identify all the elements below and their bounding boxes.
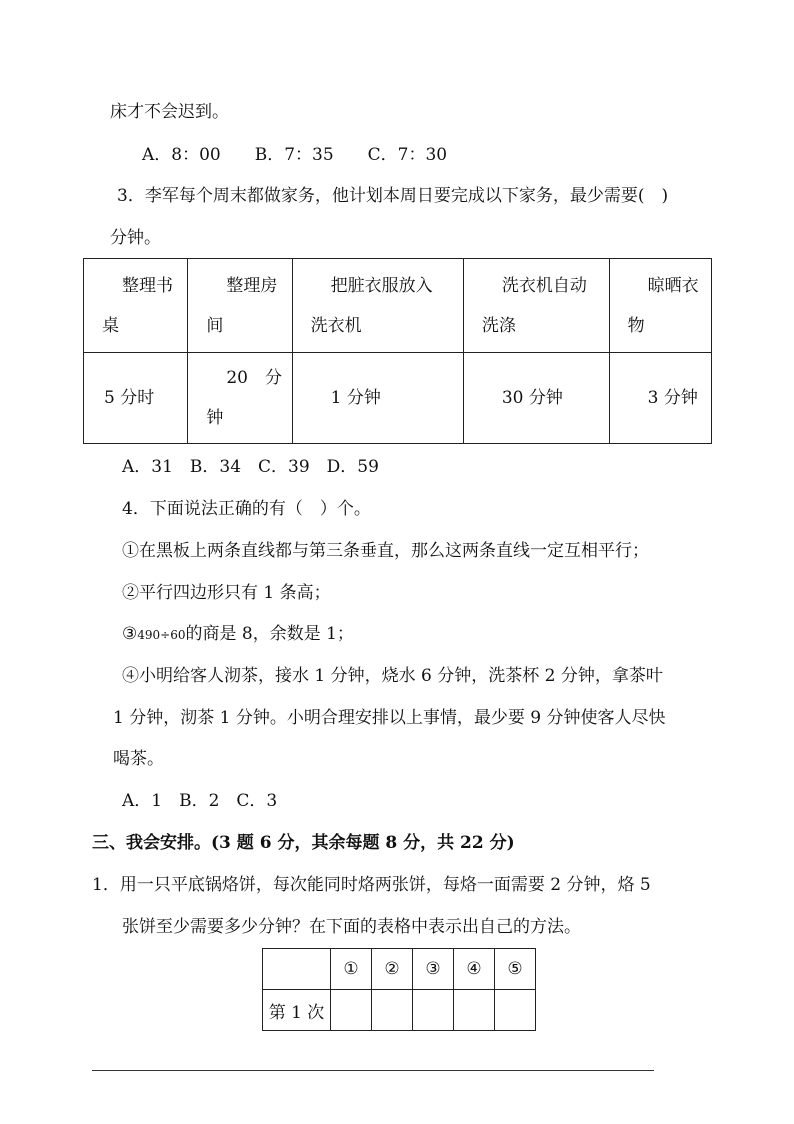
chores-table — [83, 258, 712, 444]
chores-header-cell: 晾晒衣 物 — [609, 259, 711, 353]
cake-row-label: 第 1 次 — [263, 990, 331, 1031]
q3-options: A．31 B．34 C．39 D．59 — [122, 457, 379, 477]
cake-answer-cell[interactable] — [331, 990, 372, 1031]
chores-value-cell: 1 分钟 — [292, 353, 463, 444]
q4-s3-expression: 490÷60 — [137, 628, 186, 642]
cake-header-cell: ⑤ — [495, 949, 536, 990]
cake-answer-cell[interactable] — [413, 990, 454, 1031]
chores-value-cell: 3 分钟 — [609, 353, 711, 444]
q3-stem-line2: 分钟。 — [110, 228, 161, 248]
q3-stem-line1: 3．李军每个周末都做家务，他计划本周日要完成以下家务，最少需要( ) — [117, 186, 669, 206]
q4-statement-4-line3: 喝茶。 — [113, 749, 164, 769]
cake-header-cell: ④ — [454, 949, 495, 990]
chores-header-cell: 整理房 间 — [188, 259, 292, 353]
cake-row-1 — [263, 990, 536, 1031]
q4-s3-prefix: ③ — [122, 624, 138, 644]
s3-q1-line1: 1．用一只平底锅烙饼，每次能同时烙两张饼，每烙一面需要 2 分钟，烙 5 — [92, 875, 651, 895]
cake-answer-cell[interactable] — [454, 990, 495, 1031]
cake-header-cell: ① — [331, 949, 372, 990]
chores-value-cell: 5 分时 — [84, 353, 188, 444]
chores-header-row — [84, 259, 712, 353]
chores-header-cell: 洗衣机自动 洗涤 — [463, 259, 609, 353]
q4-statement-4-line2: 1 分钟，沏茶 1 分钟。小明合理安排以上事情，最少要 9 分钟使客人尽快 — [113, 708, 666, 728]
cake-answer-cell[interactable] — [372, 990, 413, 1031]
cake-table — [262, 948, 536, 1031]
cake-header-cell — [263, 949, 331, 990]
chores-value-row — [84, 353, 712, 444]
q2-options: A．8：00 B．7：35 C．7：30 — [142, 145, 448, 165]
q4-statement-1: ①在黑板上两条直线都与第三条垂直，那么这两条直线一定互相平行； — [122, 541, 649, 561]
chores-value-cell: 20 分 钟 — [188, 353, 292, 444]
s3-q1-line2: 张饼至少需要多少分钟？在下面的表格中表示出自己的方法。 — [122, 917, 581, 937]
cake-header-row — [263, 949, 536, 990]
q4-stem: 4．下面说法正确的有（ ）个。 — [122, 499, 371, 519]
q4-s3-suffix: 的商是 8，余数是 1； — [185, 624, 354, 644]
q4-statement-2: ②平行四边形只有 1 条高； — [122, 583, 331, 603]
answer-line[interactable] — [92, 1070, 654, 1071]
q4-statement-4-line1: ④小明给客人沏茶，接水 1 分钟，烧水 6 分钟，洗茶杯 2 分钟，拿茶叶 — [122, 666, 663, 686]
cake-header-cell: ② — [372, 949, 413, 990]
text-line-1: 床才不会迟到。 — [110, 102, 229, 122]
section-3-heading: 三、我会安排。(3 题 6 分，其余每题 8 分，共 22 分) — [92, 833, 515, 853]
chores-value-cell: 30 分钟 — [463, 353, 609, 444]
cake-answer-cell[interactable] — [495, 990, 536, 1031]
chores-header-cell: 整理书 桌 — [84, 259, 188, 353]
q4-options: A．1 B．2 C．3 — [122, 791, 278, 811]
chores-header-cell: 把脏衣服放入 洗衣机 — [292, 259, 463, 353]
cake-header-cell: ③ — [413, 949, 454, 990]
q4-statement-3 — [122, 622, 354, 647]
